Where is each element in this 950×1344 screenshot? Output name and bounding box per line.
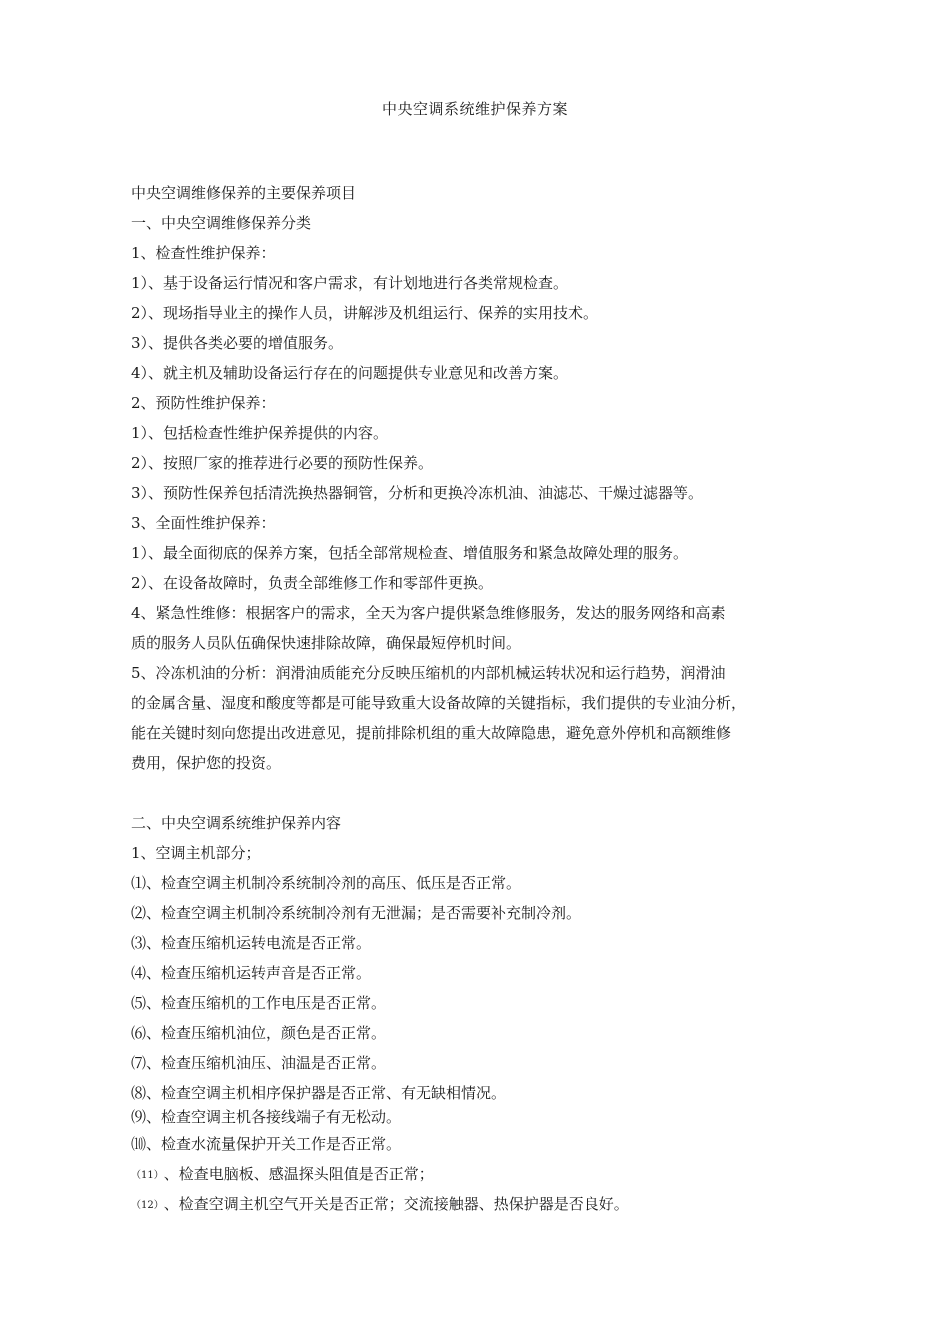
section1-sub5-line: 费用，保护您的投资。	[131, 754, 282, 772]
item-number: ⑴	[131, 874, 147, 892]
section2-item	[131, 1018, 831, 1048]
item-text: 、检查空调主机制冷系统制冷剂有无泄漏；是否需要补充制冷剂。	[146, 904, 582, 922]
item-number: ⑽	[131, 1135, 147, 1153]
item-number: ⑵	[131, 904, 147, 922]
item-text: 、检查压缩机油压、油温是否正常。	[146, 1054, 387, 1072]
item-number: ⑼	[131, 1108, 147, 1126]
section1-sub5-line: 的金属含量、湿度和酸度等都是可能导致重大设备故障的关键指标，我们提供的专业油分析，	[131, 694, 747, 712]
section1-sub1-item: 2）、现场指导业主的操作人员，讲解涉及机组运行、保养的实用技术。	[131, 304, 599, 322]
section2-item	[131, 1189, 831, 1219]
item-number: ⑺	[131, 1054, 147, 1072]
section1-sub2-item: 1）、包括检查性维护保养提供的内容。	[131, 424, 389, 442]
item-text: 、检查空调主机制冷系统制冷剂的高压、低压是否正常。	[146, 874, 522, 892]
item-text: 、检查压缩机的工作电压是否正常。	[146, 994, 387, 1012]
item-text: 、检查空调主机空气开关是否正常；交流接触器、热保护器是否良好。	[163, 1195, 629, 1213]
item-number: （12）	[131, 1200, 164, 1211]
item-number: ⑻	[131, 1084, 147, 1102]
section2-item	[131, 958, 831, 988]
document-body	[131, 178, 831, 1219]
document-title: 中央空调系统维护保养方案	[381, 100, 568, 118]
section1-sub3-item: 1）、最全面彻底的保养方案，包括全部常规检查、增值服务和紧急故障处理的服务。	[131, 544, 689, 562]
section1-sub2-heading: 2、预防性维护保养：	[131, 394, 276, 412]
section2-item	[131, 1129, 831, 1159]
section2-item	[131, 1081, 831, 1105]
section1-sub3-heading: 3、全面性维护保养：	[131, 514, 276, 532]
section2-heading: 二、中央空调系统维护保养内容	[131, 814, 342, 832]
section2-item	[131, 928, 831, 958]
item-number: ⑸	[131, 994, 147, 1012]
section2-item	[131, 868, 831, 898]
item-text: 、检查空调主机各接线端子有无松动。	[146, 1108, 402, 1126]
section1-sub1-heading: 1、检查性维护保养：	[131, 244, 276, 262]
section1-sub3-item: 2）、在设备故障时，负责全部维修工作和零部件更换。	[131, 574, 494, 592]
section2-item	[131, 898, 831, 928]
section1-sub2-item: 2）、按照厂家的推荐进行必要的预防性保养。	[131, 454, 434, 472]
section1-sub1-item: 1）、基于设备运行情况和客户需求，有计划地进行各类常规检查。	[131, 274, 569, 292]
section-spacer	[131, 778, 831, 808]
section2-item	[131, 1048, 831, 1078]
section1-sub5-line: 能在关键时刻向您提出改进意见，提前排除机组的重大故障隐患，避免意外停机和高额维修	[131, 724, 732, 742]
section1-sub2-item: 3）、预防性保养包括清洗换热器铜管，分析和更换冷冻机油、油滤芯、干燥过滤器等。	[131, 484, 704, 502]
section1-sub5-line: 5、冷冻机油的分析：润滑油质能充分反映压缩机的内部机械运转状况和运行趋势，润滑油	[131, 664, 726, 682]
item-text: 、检查压缩机油位，颜色是否正常。	[146, 1024, 387, 1042]
item-text: 、检查压缩机运转声音是否正常。	[146, 964, 372, 982]
item-number: ⑹	[131, 1024, 147, 1042]
section1-heading: 一、中央空调维修保养分类	[131, 214, 312, 232]
item-text: 、检查空调主机相序保护器是否正常、有无缺相情况。	[146, 1084, 507, 1102]
section2-item	[131, 1105, 831, 1129]
item-text: 、检查水流量保护开关工作是否正常。	[146, 1135, 402, 1153]
item-number: ⑶	[131, 934, 147, 952]
section1-sub4-line: 4、紧急性维修：根据客户的需求，全天为客户提供紧急维修服务，发达的服务网络和高素	[131, 604, 726, 622]
item-number: （11）	[131, 1170, 164, 1181]
item-number: ⑷	[131, 964, 147, 982]
section1-sub1-item: 4）、就主机及辅助设备运行存在的问题提供专业意见和改善方案。	[131, 364, 569, 382]
item-text: 、检查电脑板、感温探头阻值是否正常；	[163, 1165, 434, 1183]
section1-sub4-line: 质的服务人员队伍确保快速排除故障，确保最短停机时间。	[131, 634, 522, 652]
section2-item	[131, 1159, 831, 1189]
section-intro: 中央空调维修保养的主要保养项目	[131, 184, 357, 202]
section2-sub1-heading: 1、空调主机部分；	[131, 844, 261, 862]
section2-item	[131, 988, 831, 1018]
section1-sub1-item: 3）、提供各类必要的增值服务。	[131, 334, 344, 352]
item-text: 、检查压缩机运转电流是否正常。	[146, 934, 372, 952]
